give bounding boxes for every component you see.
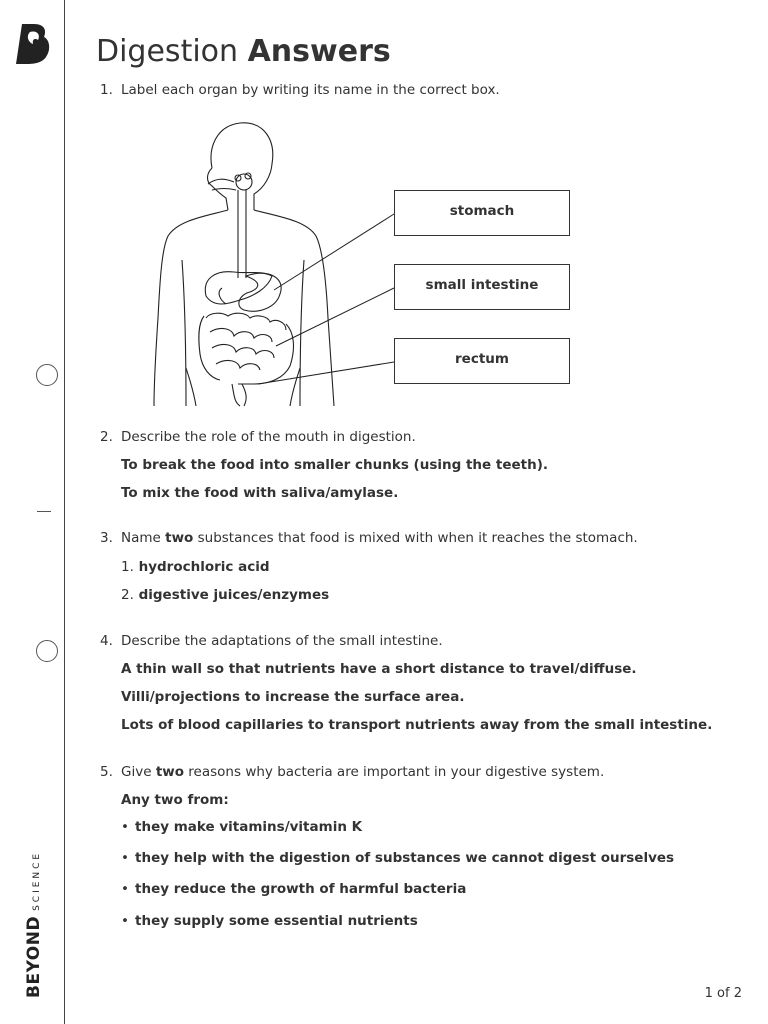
bullet-icon: •	[121, 819, 129, 835]
answer-text: they make vitamins/vitamin K	[135, 819, 363, 835]
page-title	[96, 34, 391, 69]
answer-line: To break the food into smaller chunks (using the teeth).	[121, 457, 549, 473]
question-text: Describe the role of the mouth in digestion.	[121, 429, 416, 445]
title-main: Digestion	[96, 34, 239, 69]
question-1	[100, 82, 500, 98]
bullet-icon: •	[121, 850, 129, 866]
page-number: 1 of 2	[704, 986, 742, 1001]
digestive-system-diagram	[150, 118, 590, 410]
answer-line: Lots of blood capillaries to transport nutrients away from the small intestine.	[121, 717, 713, 733]
question-text-end: reasons why bacteria are important in your digestive system.	[184, 764, 605, 780]
brand-name-light: SCIENCE	[32, 850, 42, 911]
beyond-logo-icon	[14, 22, 52, 66]
answer-bullet	[121, 913, 418, 929]
punch-hole-top	[36, 364, 58, 386]
question-number: 1.	[100, 82, 113, 98]
bullet-icon: •	[121, 881, 129, 897]
question-5	[100, 764, 604, 780]
answer-number: 2.	[121, 587, 134, 603]
margin-line	[64, 0, 65, 1024]
answer-line	[121, 587, 329, 603]
brand-vertical	[24, 851, 44, 998]
fold-mark	[37, 511, 51, 512]
answer-text: digestive juices/enzymes	[138, 587, 330, 603]
question-number: 5.	[100, 764, 113, 780]
answer-text: they supply some essential nutrients	[135, 913, 418, 929]
answer-line: To mix the food with saliva/amylase.	[121, 485, 399, 501]
question-number: 3.	[100, 530, 113, 546]
answer-bullet	[121, 819, 362, 835]
bullet-icon: •	[121, 913, 129, 929]
answer-text: they help with the digestion of substances we cannot digest ourselves	[135, 850, 675, 866]
answer-text: they reduce the growth of harmful bacteria	[135, 881, 467, 897]
question-number: 2.	[100, 429, 113, 445]
answer-line: Villi/projections to increase the surface area.	[121, 689, 465, 705]
question-text-start: Give	[121, 764, 156, 780]
brand-name-bold: BEYOND	[24, 915, 44, 998]
question-text-emphasis: two	[155, 764, 185, 780]
question-4	[100, 633, 443, 649]
label-box-small-intestine: small intestine	[394, 264, 570, 310]
answer-intro: Any two from:	[121, 792, 229, 808]
answer-line: A thin wall so that nutrients have a short distance to travel/diffuse.	[121, 661, 637, 677]
question-2	[100, 429, 416, 445]
answer-text: hydrochloric acid	[138, 559, 270, 575]
title-bold: Answers	[247, 34, 391, 69]
question-text-emphasis: two	[165, 530, 194, 546]
label-box-rectum: rectum	[394, 338, 570, 384]
question-text-start: Name	[121, 530, 166, 546]
question-3	[100, 530, 638, 546]
answer-bullet	[121, 881, 466, 897]
label-box-stomach: stomach	[394, 190, 570, 236]
punch-hole-bottom	[36, 640, 58, 662]
answer-bullet	[121, 850, 674, 866]
answer-line	[121, 559, 270, 575]
question-text-end: substances that food is mixed with when it reaches the stomach.	[193, 530, 638, 546]
question-text: Label each organ by writing its name in the correct box.	[121, 82, 500, 98]
answer-number: 1.	[121, 559, 134, 575]
question-text: Describe the adaptations of the small intestine.	[121, 633, 443, 649]
question-number: 4.	[100, 633, 113, 649]
